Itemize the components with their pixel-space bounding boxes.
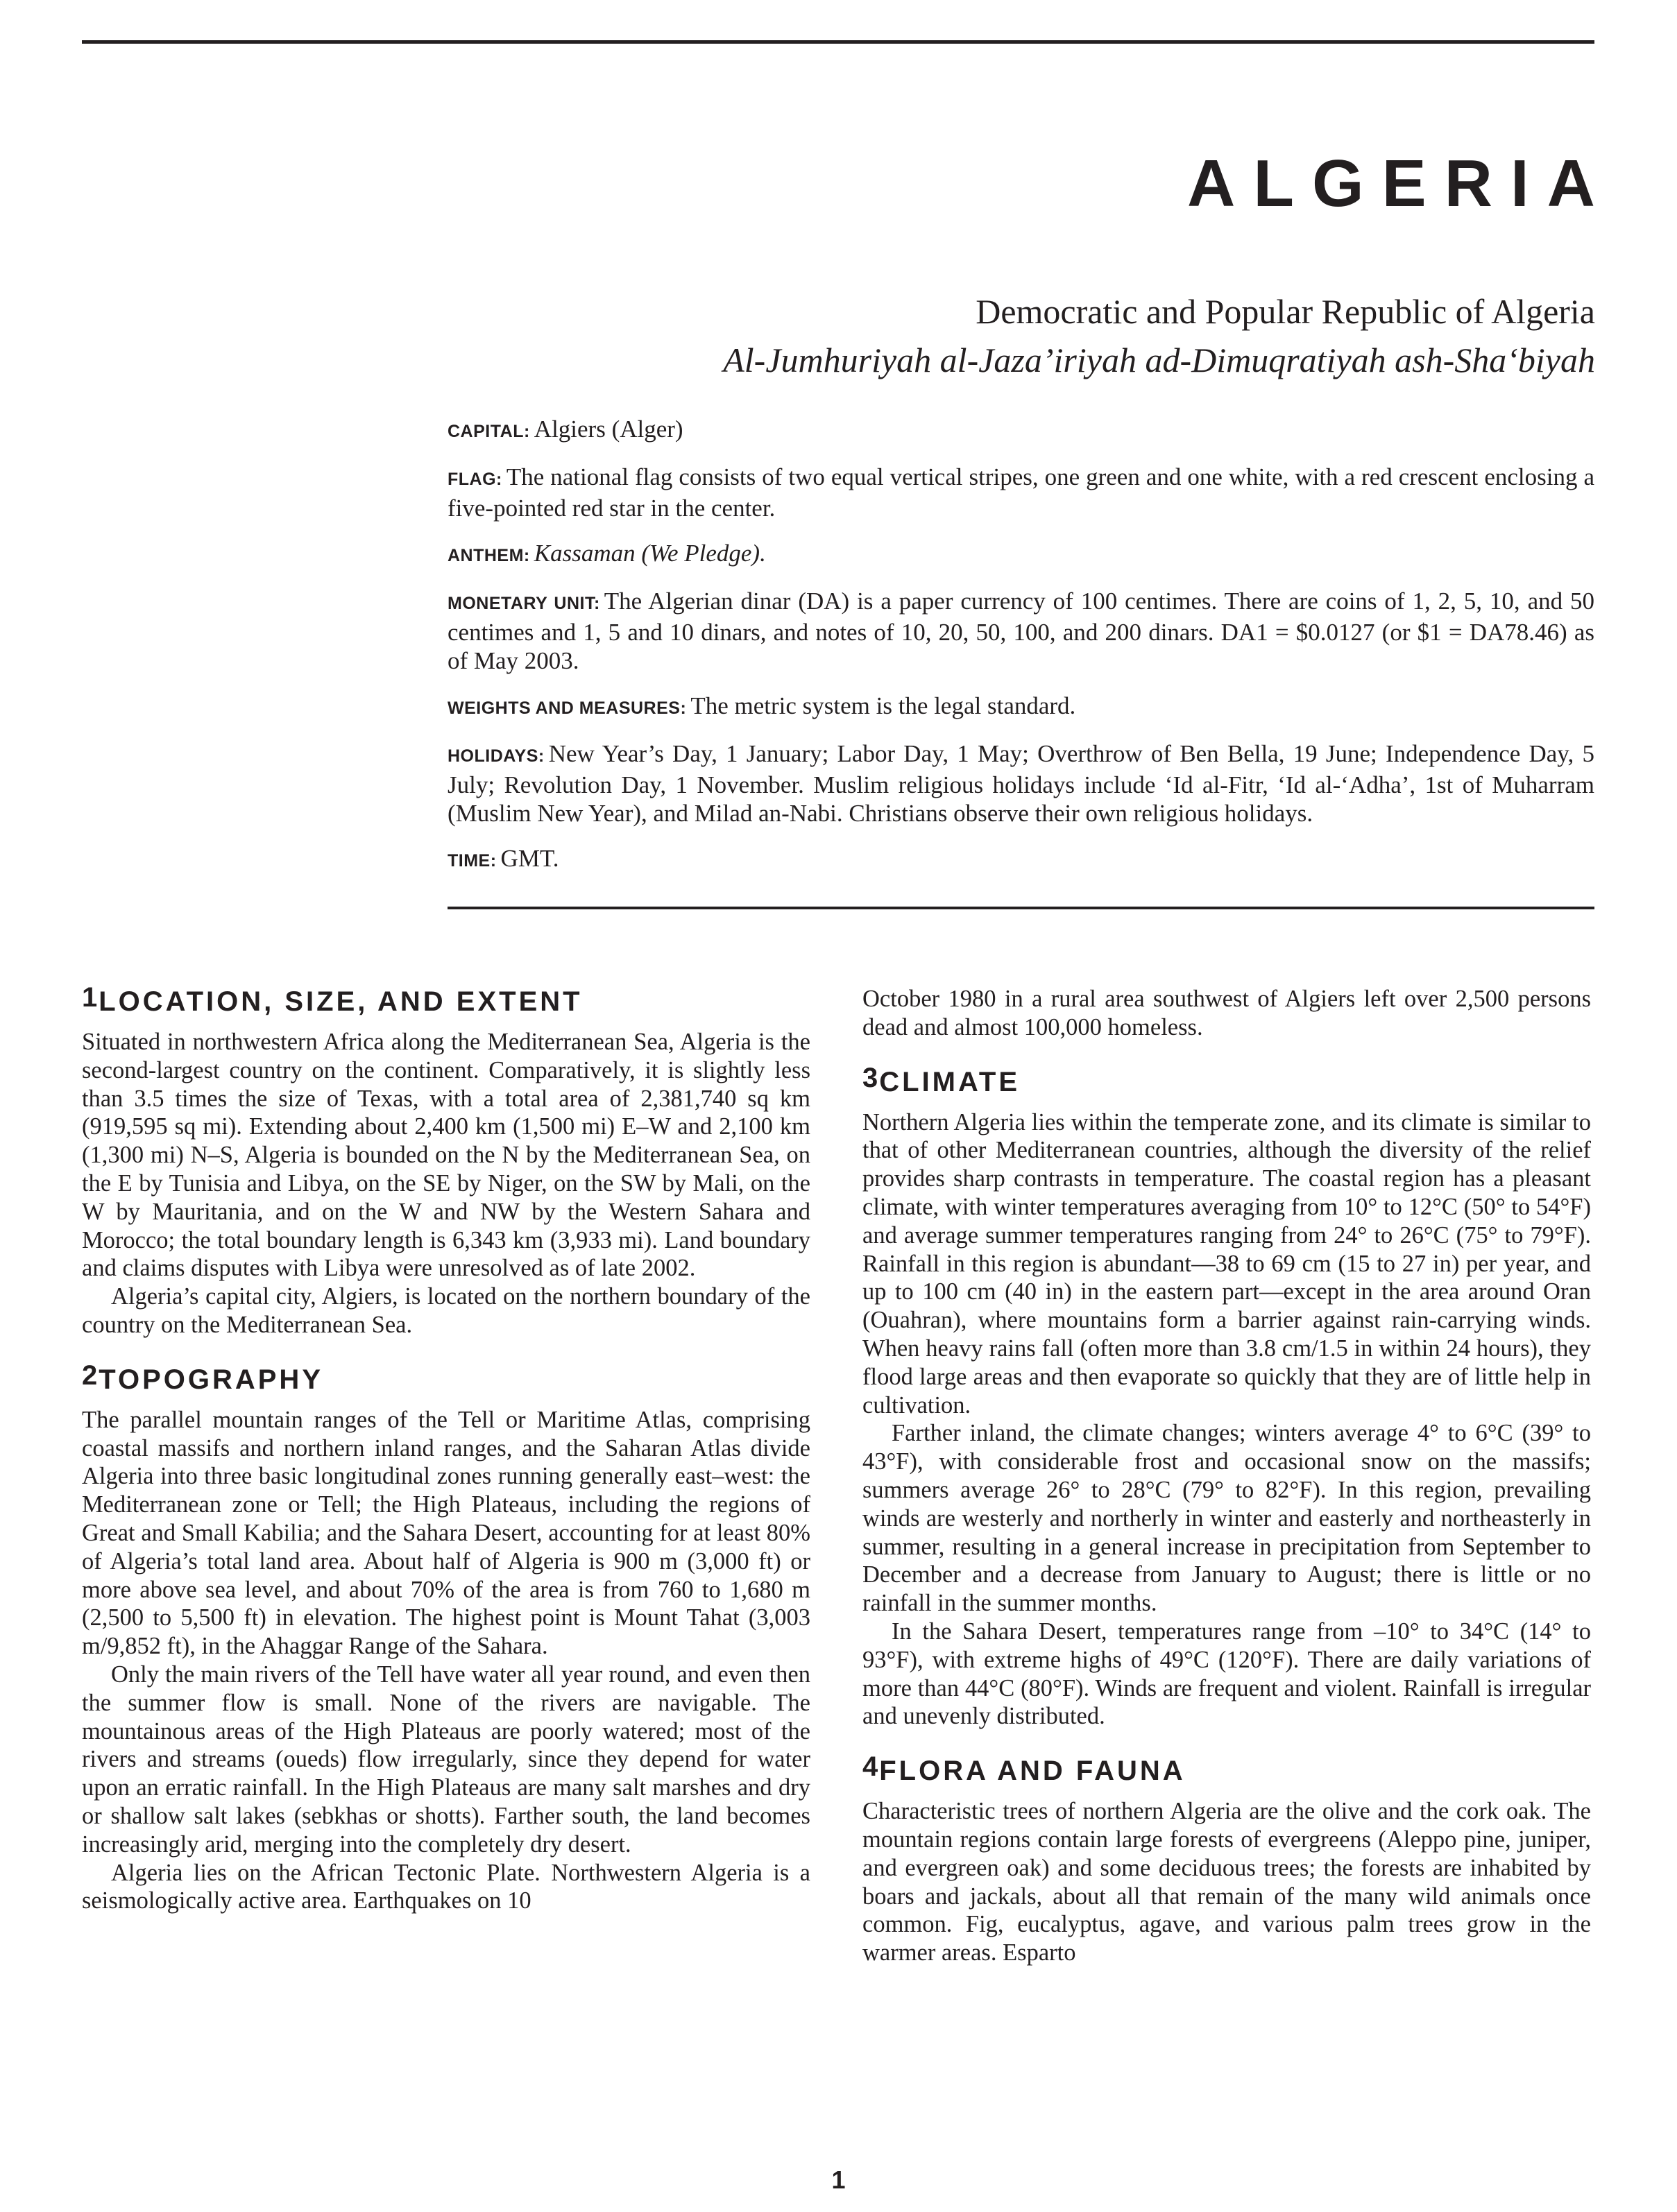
fact-text: Kassaman (We Pledge).: [534, 540, 766, 567]
fact-capital: [448, 415, 1594, 446]
section-title: LOCATION, SIZE, AND EXTENT: [99, 986, 583, 1017]
paragraph: Characteristic trees of northern Algeria are the olive and the cork oak. The mountain regions contain large forests of evergreens (Aleppo pine, juniper, and evergreen oak) and some deciduous trees; the forests are inhabited by boars and jackals, about all that remain of the many wild animals once common. Fig, eucalyptus, agave, and various palm trees grow in the warmer areas. Esparto: [862, 1798, 1591, 1966]
fact-label: HOLIDAYS:: [448, 746, 545, 766]
section-heading-location: [82, 982, 810, 1018]
fact-text: GMT.: [500, 845, 559, 872]
fact-text: New Year’s Day, 1 January; Labor Day, 1 May; Overthrow of Ben Bella, 19 June; Independence Day, 5 July; Revolution Day, 1 November. Muslim religious holidays include ‘Id al-Fitr, ‘Id al-‘Adha’, 1st of Muharram (Muslim New Year), and Milad an-Nabi. Christians observe their own religious holidays.: [448, 740, 1594, 827]
fact-label: MONETARY UNIT:: [448, 594, 600, 613]
section-heading-topography: [82, 1360, 810, 1396]
fact-box-rule: [448, 907, 1594, 909]
official-name: Democratic and Popular Republic of Algeria: [976, 292, 1595, 331]
paragraph: The parallel mountain ranges of the Tell or Maritime Atlas, comprising coastal massifs and northern inland ranges, and the Saharan Atlas divide Algeria into three basic longitudinal zones running generally east–west: the Mediterranean zone or Tell; the High Plateaus, including the regions of Great and Small Kabilia; and the Sahara Desert, accounting for at least 80% of Algeria’s total land area. About half of Algeria is 900 m (3,000 ft) or more above sea level, and about 70% of the area is from 760 to 1,680 m (2,500 to 5,500 ft) in elevation. The highest point is Mount Tahat (3,003 m/9,852 ft), in the Ahaggar Range of the Sahara.: [82, 1406, 810, 1660]
section-title: TOPOGRAPHY: [99, 1364, 323, 1395]
fact-label: CAPITAL:: [448, 422, 530, 441]
fact-time: [448, 844, 1594, 875]
paragraph: Situated in northwestern Africa along the Mediterranean Sea, Algeria is the second-largest country on the continent. Comparatively, it is slightly less than 3.5 times the size of Texas, with a total area of 2,381,740 sq km (919,595 sq mi). Extending about 2,400 km (1,500 mi) E–W and 2,100 km (1,300 mi) N–S, Algeria is bounded on the N by the Mediterranean Sea, on the E by Tunisia and Libya, on the SE by Niger, on the SW by Mali, on the W by Mauritania, and on the W and NW by the Western Sahara and Morocco; the total boundary length is 6,343 km (3,933 mi). Land boundary and claims disputes with Libya were unresolved as of late 2002.: [82, 1029, 810, 1282]
fact-label: WEIGHTS AND MEASURES:: [448, 698, 687, 718]
native-name: Al-Jumhuriyah al-Jaza’iriyah ad-Dimuqratiyah ash-Sha‘biyah: [723, 341, 1595, 379]
section-number: 4: [862, 1751, 878, 1783]
paragraph-continued: October 1980 in a rural area southwest of Algiers left over 2,500 persons dead and almost 100,000 homeless.: [862, 986, 1591, 1040]
right-column: [862, 985, 1591, 1967]
page-number: 1: [831, 2166, 846, 2194]
section-title: FLORA AND FAUNA: [879, 1756, 1186, 1787]
section-number: 2: [82, 1360, 98, 1391]
fact-holidays: [448, 739, 1594, 828]
fact-monetary-unit: [448, 587, 1594, 675]
fact-text: The metric system is the legal standard.: [690, 692, 1076, 719]
fact-label: ANTHEM:: [448, 546, 530, 565]
paragraph: Algeria’s capital city, Algiers, is located on the northern boundary of the country on the Mediterranean Sea.: [82, 1283, 810, 1338]
fact-text: Algiers (Alger): [534, 415, 683, 443]
fact-label: TIME:: [448, 851, 497, 871]
paragraph: In the Sahara Desert, temperatures range from –10° to 34°C (14° to 93°F), with extreme highs of 49°C (120°F). There are daily variations of more than 44°C (80°F). Winds are frequent and violent. Rainfall is irregular and unevenly distributed.: [862, 1618, 1591, 1730]
section-heading-flora: [862, 1751, 1591, 1787]
paragraph: Only the main rivers of the Tell have water all year round, and even then the summer flow is small. None of the rivers are navigable. The mountainous areas of the High Plateaus are poorly watered; most of the rivers and streams (oueds) flow irregularly, since they depend for water upon an erratic rainfall. In the High Plateaus are many salt marshes and dry or shallow salt lakes (sebkhas or shotts). Farther south, the land becomes increasingly arid, merging into the completely dry desert.: [82, 1661, 810, 1858]
paragraph: Algeria lies on the African Tectonic Plate. Northwestern Algeria is a seismologically active area. Earthquakes on 10: [82, 1859, 810, 1914]
fact-text: The national flag consists of two equal vertical stripes, one green and one white, with a red crescent enclosing a five-pointed red star in the center.: [448, 463, 1594, 522]
left-column: [82, 982, 810, 1915]
paragraph: Farther inland, the climate changes; winters average 4° to 6°C (39° to 43°F), with considerable frost and occasional snow on the massifs; summers average 26° to 28°C (79° to 82°F). In this region, prevailing winds are westerly and northerly in winter and easterly and northeasterly in summer, resulting in a general increase in precipitation from September to December and a decrease from January to August; there is little or no rainfall in the summer months.: [862, 1420, 1591, 1617]
section-number: 3: [862, 1062, 878, 1093]
paragraph: Northern Algeria lies within the temperate zone, and its climate is similar to that of other Mediterranean countries, although the diversity of the relief provides sharp contrasts in temperature. The coastal region has a pleasant climate, with winter temperatures averaging from 10° to 12°C (50° to 54°F) and average summer temperatures ranging from 24° to 26°C (75° to 79°F). Rainfall in this region is abundant—38 to 69 cm (15 to 27 in) per year, and up to 100 cm (40 in) in the eastern part—except in the area around Oran (Ouahran), where mountains form a barrier against rain-carrying winds. When heavy rains fall (often more than 3.8 cm/1.5 in within 24 hours), they flood large areas and then evaporate so quickly that they are of little help in cultivation.: [862, 1108, 1591, 1418]
fact-flag: [448, 463, 1594, 522]
country-title: ALGERIA: [1187, 146, 1613, 221]
section-heading-climate: [862, 1062, 1591, 1099]
fact-anthem: [448, 539, 1594, 570]
fact-label: FLAG:: [448, 470, 502, 489]
section-number: 1: [82, 982, 98, 1013]
section-title: CLIMATE: [879, 1066, 1021, 1097]
fact-text: The Algerian dinar (DA) is a paper currency of 100 centimes. There are coins of 1, 2, 5, 10, and 50 centimes and 1, 5 and 10 dinars, and notes of 10, 20, 50, 100, and 200 dinars. DA1 = $0.0127 (or $1 = DA78.46) as of May 2003.: [448, 588, 1594, 674]
fact-box: [448, 415, 1594, 892]
top-rule: [82, 40, 1594, 44]
fact-weights-measures: [448, 692, 1594, 723]
